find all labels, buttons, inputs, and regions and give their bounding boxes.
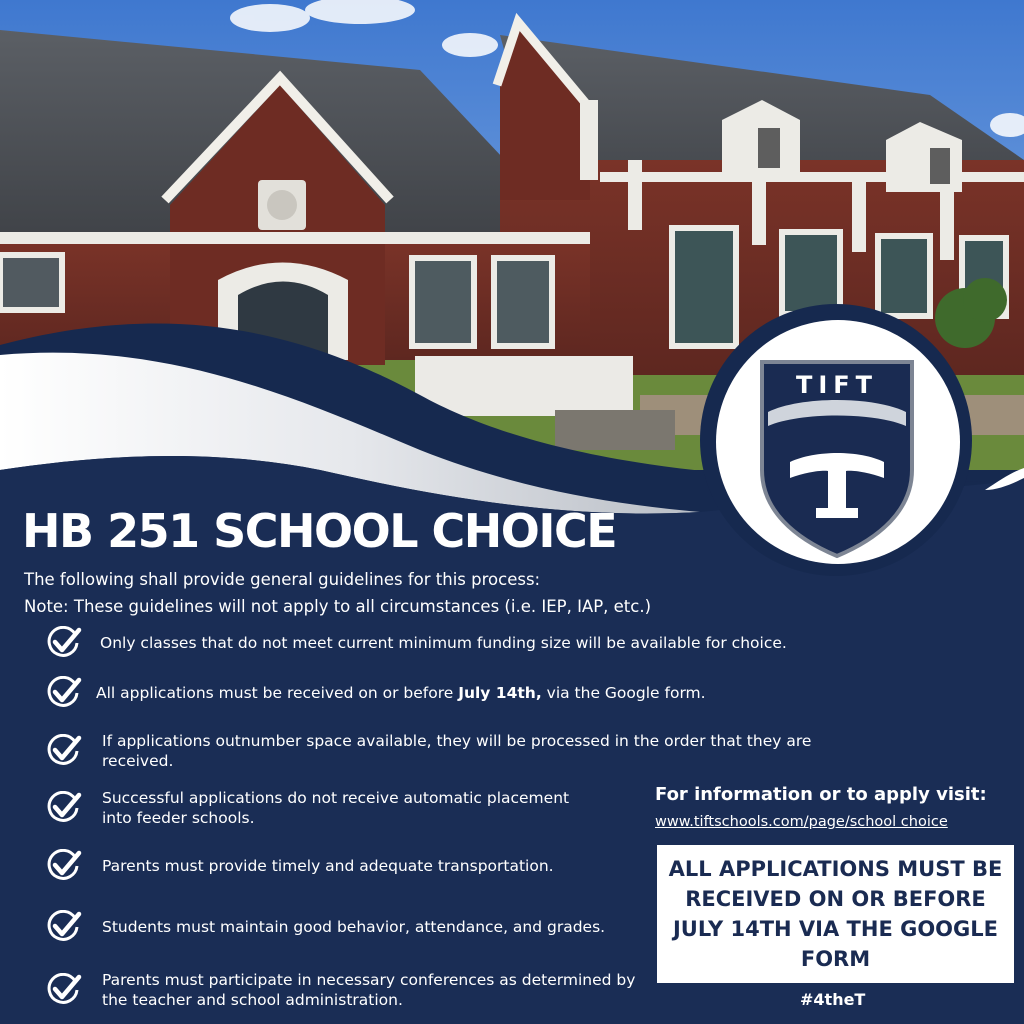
deadline-notice-text: ALL APPLICATIONS MUST BE RECEIVED ON OR BEFORE JULY 14TH VIA THE GOOGLE FORM: [668, 857, 1003, 971]
guideline-item: [46, 788, 606, 828]
intro-line-1: The following shall provide general guidelines for this process:: [24, 570, 541, 589]
tift-logo: [700, 304, 972, 576]
guideline-item: [46, 626, 926, 660]
page-title: HB 251 SCHOOL CHOICE: [22, 504, 617, 558]
guideline-text: All applications must be received on or before July 14th, via the Google form.: [96, 684, 706, 702]
intro-line-2: Note: These guidelines will not apply to all circumstances (i.e. IEP, IAP, etc.): [24, 597, 652, 616]
apply-link[interactable]: www.tiftschools.com/page/school choice: [655, 814, 948, 830]
deadline-notice-box: [657, 845, 1014, 983]
guideline-item: [46, 849, 646, 883]
guideline-item: [46, 676, 926, 710]
checkmark-circle-icon: [46, 973, 82, 1007]
info-heading: For information or to apply visit:: [655, 784, 987, 805]
deadline-date: July 14th,: [458, 684, 542, 702]
guideline-item: [46, 731, 866, 771]
hashtag: #4theT: [800, 990, 866, 1009]
guideline-text: Only classes that do not meet current minimum funding size will be available for choice.: [100, 634, 787, 652]
guideline-item: [46, 970, 646, 1010]
checkmark-circle-icon: [46, 791, 82, 825]
checkmark-circle-icon: [46, 734, 82, 768]
logo-text: TIFT: [795, 371, 879, 399]
checkmark-circle-icon: [46, 849, 82, 883]
checkmark-circle-icon: [46, 676, 82, 710]
guideline-text: Parents must participate in necessary conferences as determined by the teacher and school administration.: [102, 971, 636, 1009]
guideline-text: Students must maintain good behavior, attendance, and grades.: [102, 918, 606, 936]
guideline-text: Successful applications do not receive automatic placement into feeder schools.: [102, 789, 570, 827]
checkmark-circle-icon: [46, 910, 82, 944]
guideline-item: [46, 910, 646, 944]
checkmark-circle-icon: [46, 626, 82, 660]
guideline-text: Parents must provide timely and adequate transportation.: [102, 857, 554, 875]
guideline-text: If applications outnumber space available, they will be processed in the order that they are received.: [102, 732, 812, 770]
